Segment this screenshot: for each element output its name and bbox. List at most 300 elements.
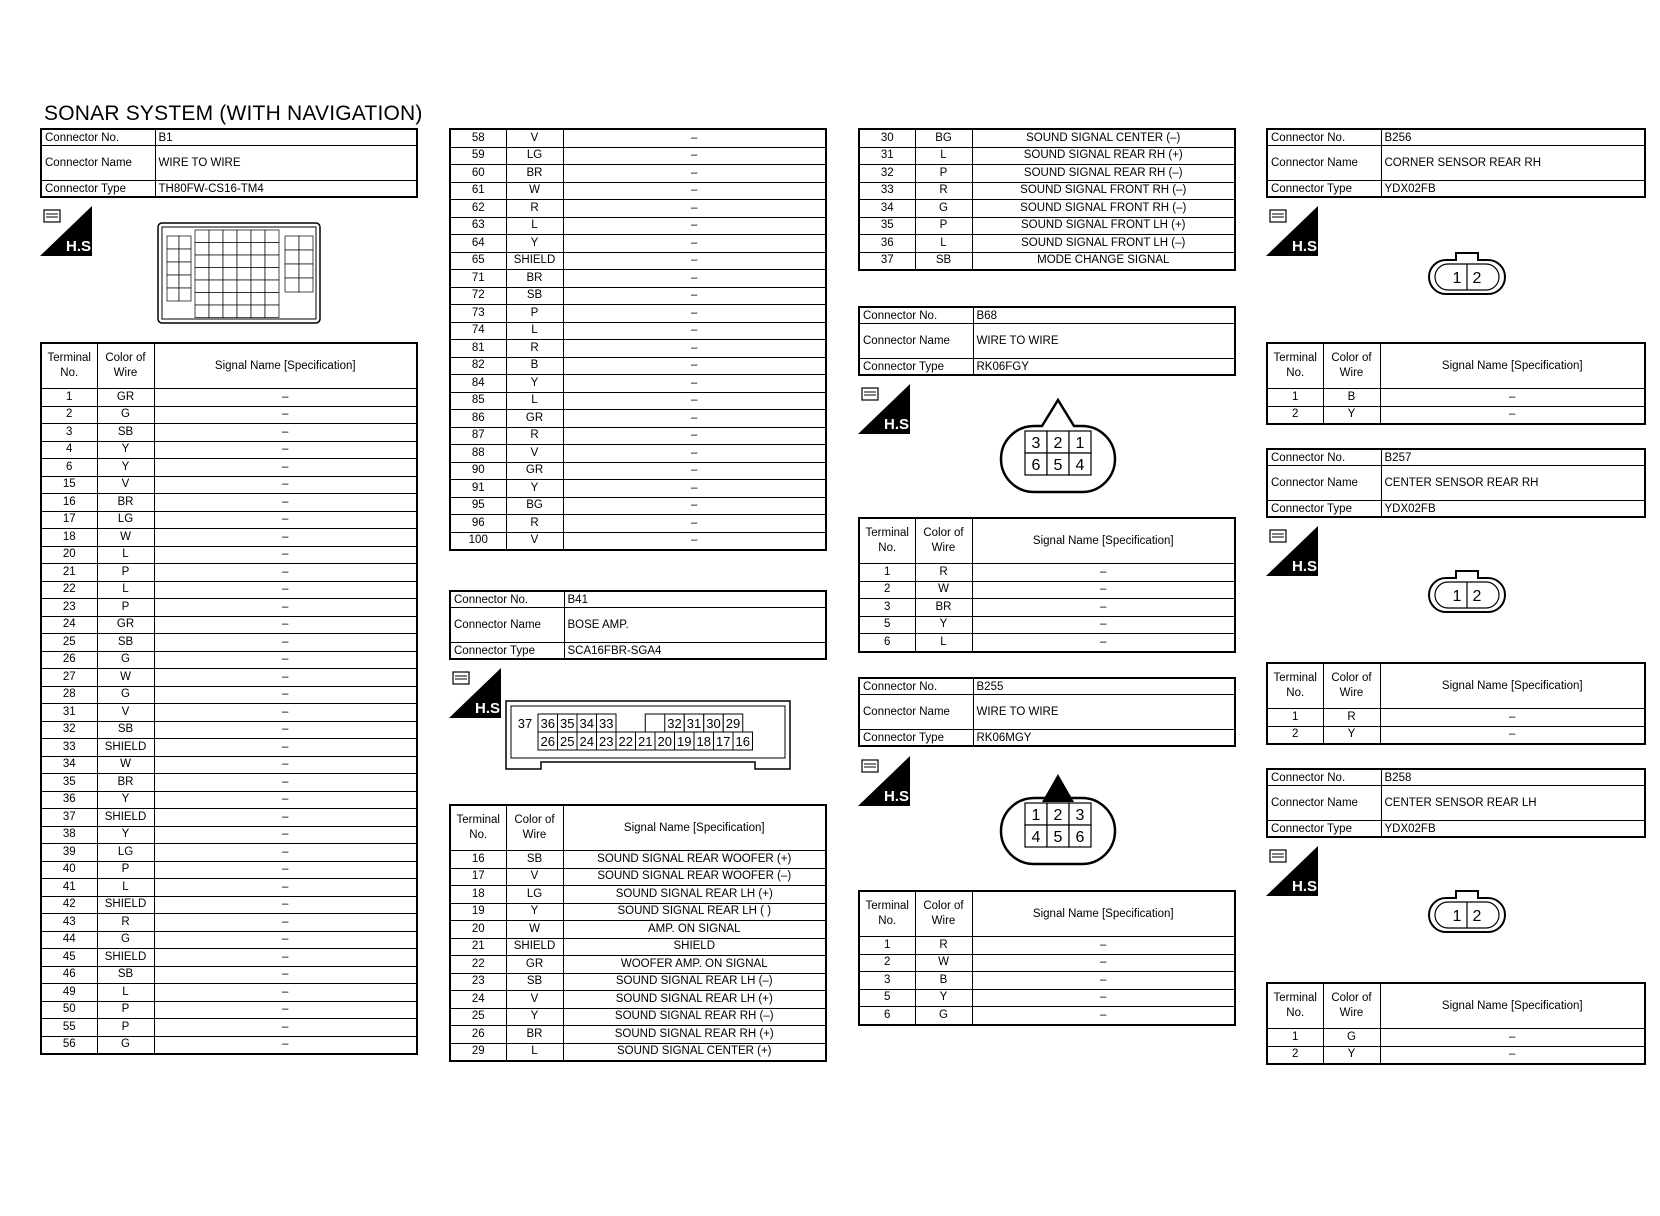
signal-name-cell: SOUND SIGNAL REAR RH (+)	[972, 147, 1235, 165]
pin-cell	[179, 249, 191, 262]
pin-cell	[167, 249, 179, 262]
terminal-no-cell: 74	[450, 322, 506, 340]
connector-type-value: YDX02FB	[1381, 501, 1645, 518]
terminal-no-cell: 95	[450, 497, 506, 515]
svg-text:H.S.: H.S.	[1292, 878, 1322, 895]
wire-color-cell: SB	[97, 721, 154, 739]
pin-cell	[265, 293, 279, 306]
wire-color-cell: L	[97, 546, 154, 564]
wire-color-cell: V	[97, 704, 154, 722]
signal-name-cell: –	[1380, 726, 1645, 744]
header-signal-name: Signal Name [Specification]	[1380, 663, 1645, 709]
connector-name-value: WIRE TO WIRE	[155, 146, 417, 181]
table-row	[859, 147, 1235, 165]
table-row	[450, 340, 826, 358]
terminal-no-cell: 3	[859, 972, 915, 990]
table-row	[450, 903, 826, 921]
wire-color-cell: Y	[1323, 1046, 1380, 1064]
terminal-table-b41-cont	[858, 128, 1236, 271]
label-connector-type: Connector Type	[41, 181, 155, 198]
signal-name-cell: –	[154, 774, 417, 792]
table-row	[41, 861, 417, 879]
wire-color-cell: V	[506, 868, 563, 886]
signal-name-cell: –	[154, 389, 417, 407]
signal-name-cell: –	[154, 406, 417, 424]
pin-cell	[167, 262, 179, 275]
connector-no-value: B68	[973, 307, 1235, 324]
wire-color-cell: Y	[915, 616, 972, 634]
signal-name-cell: SHIELD	[563, 938, 826, 956]
signal-name-cell: –	[1380, 709, 1645, 727]
pin-cell	[209, 255, 223, 268]
wire-color-cell: V	[506, 445, 563, 463]
signal-name-cell: –	[154, 476, 417, 494]
pin-cell	[285, 250, 299, 264]
table-row	[41, 459, 417, 477]
table-row	[41, 809, 417, 827]
table-row	[450, 532, 826, 550]
table-row	[41, 599, 417, 617]
table-row	[1267, 726, 1645, 744]
signal-name-cell: –	[563, 165, 826, 183]
svg-text:1: 1	[1452, 908, 1462, 925]
wire-color-cell: G	[97, 651, 154, 669]
terminal-no-cell: 2	[1267, 726, 1323, 744]
wire-color-cell: B	[915, 972, 972, 990]
pin-label: 6	[1075, 829, 1085, 846]
pin-cell	[299, 278, 313, 292]
terminal-no-cell: 42	[41, 896, 97, 914]
terminal-no-cell: 4	[41, 441, 97, 459]
signal-name-cell: –	[154, 1001, 417, 1019]
signal-name-cell: –	[154, 949, 417, 967]
label-connector-name: Connector Name	[450, 608, 564, 643]
pin-cell	[265, 268, 279, 281]
terminal-no-cell: 45	[41, 949, 97, 967]
signal-name-cell: –	[563, 392, 826, 410]
wire-color-cell: Y	[506, 480, 563, 498]
header-signal-name: Signal Name [Specification]	[972, 518, 1235, 564]
terminal-no-cell: 25	[450, 1008, 506, 1026]
signal-name-cell: SOUND SIGNAL REAR LH (+)	[563, 886, 826, 904]
table-row	[41, 581, 417, 599]
wire-color-cell: R	[915, 182, 972, 200]
terminal-no-cell: 50	[41, 1001, 97, 1019]
pin-cell	[237, 293, 251, 306]
terminal-no-cell: 15	[41, 476, 97, 494]
wire-color-cell: R	[1323, 709, 1380, 727]
connector-face-b41	[505, 700, 791, 775]
terminal-no-cell: 40	[41, 861, 97, 879]
signal-name-cell: SOUND SIGNAL FRONT RH (–)	[972, 200, 1235, 218]
harness-side-icon	[449, 668, 505, 718]
header-terminal-no: Terminal No.	[859, 891, 915, 937]
connector-no-value: B41	[564, 591, 826, 608]
signal-name-cell: –	[972, 599, 1235, 617]
signal-name-cell: –	[972, 634, 1235, 652]
wire-color-cell: L	[506, 392, 563, 410]
connector-face-b258	[1430, 888, 1504, 941]
harness-side-icon	[1266, 526, 1322, 576]
table-row	[41, 494, 417, 512]
signal-name-cell: –	[154, 704, 417, 722]
wire-color-cell: Y	[506, 903, 563, 921]
table-row	[859, 634, 1235, 652]
table-row	[450, 200, 826, 218]
wire-color-cell: BG	[506, 497, 563, 515]
table-row	[450, 305, 826, 323]
wire-color-cell: L	[97, 879, 154, 897]
table-row	[450, 375, 826, 393]
pin-cell	[223, 255, 237, 268]
table-row	[450, 427, 826, 445]
table-row	[41, 686, 417, 704]
signal-name-cell: –	[563, 322, 826, 340]
label-connector-no: Connector No.	[859, 307, 973, 324]
signal-name-cell: –	[154, 966, 417, 984]
header-color-of-wire: Color of Wire	[1323, 983, 1380, 1029]
connector-face-b255	[1006, 770, 1110, 871]
table-row	[859, 182, 1235, 200]
signal-name-cell: –	[154, 844, 417, 862]
harness-side-icon	[1266, 846, 1322, 896]
terminal-no-cell: 55	[41, 1019, 97, 1037]
wire-color-cell: R	[97, 914, 154, 932]
table-row	[450, 410, 826, 428]
terminal-no-cell: 2	[859, 954, 915, 972]
header-terminal-no: Terminal No.	[1267, 983, 1323, 1029]
signal-name-cell: –	[563, 217, 826, 235]
signal-name-cell: –	[154, 651, 417, 669]
table-row	[450, 515, 826, 533]
pin-label: 2	[1053, 435, 1063, 452]
wire-color-cell: L	[915, 147, 972, 165]
label-connector-type: Connector Type	[859, 730, 973, 747]
pin-cell	[251, 305, 265, 318]
pin-cell	[209, 305, 223, 318]
terminal-no-cell: 49	[41, 984, 97, 1002]
table-row	[450, 1008, 826, 1026]
terminal-no-cell: 34	[859, 200, 915, 218]
terminal-no-cell: 20	[41, 546, 97, 564]
signal-name-cell: SOUND SIGNAL CENTER (+)	[563, 1043, 826, 1061]
table-row	[41, 669, 417, 687]
table-row	[450, 147, 826, 165]
signal-name-cell: –	[1380, 1029, 1645, 1047]
wire-color-cell: L	[506, 322, 563, 340]
terminal-no-cell: 18	[41, 529, 97, 547]
pin-label: 36	[540, 716, 555, 731]
label-connector-type: Connector Type	[1267, 181, 1381, 198]
table-row	[41, 774, 417, 792]
signal-name-cell: –	[154, 441, 417, 459]
signal-name-cell: –	[563, 462, 826, 480]
header-signal-name: Signal Name [Specification]	[1380, 343, 1645, 389]
connector-no-value: B255	[973, 678, 1235, 695]
pin-cell	[237, 255, 251, 268]
terminal-no-cell: 22	[450, 956, 506, 974]
pin-label: 18	[696, 734, 711, 749]
connector-name-value: CENTER SENSOR REAR LH	[1381, 786, 1645, 821]
terminal-no-cell: 60	[450, 165, 506, 183]
pin-label: 4	[1075, 457, 1085, 474]
label-connector-name: Connector Name	[1267, 786, 1381, 821]
pin-cell	[209, 268, 223, 281]
signal-name-cell: –	[972, 581, 1235, 599]
table-row	[450, 921, 826, 939]
terminal-no-cell: 86	[450, 410, 506, 428]
signal-name-cell: –	[563, 445, 826, 463]
table-row	[1267, 1029, 1645, 1047]
wire-color-cell: G	[97, 1036, 154, 1054]
signal-name-cell: –	[563, 147, 826, 165]
table-row	[859, 937, 1235, 955]
terminal-no-cell: 17	[450, 868, 506, 886]
wire-color-cell: V	[506, 532, 563, 550]
signal-name-cell: SOUND SIGNAL FRONT LH (+)	[972, 217, 1235, 235]
pin-label: 37	[517, 716, 533, 731]
terminal-table-b68	[858, 517, 1236, 653]
terminal-no-cell: 1	[859, 564, 915, 582]
table-row	[41, 914, 417, 932]
table-row	[859, 972, 1235, 990]
signal-name-cell: SOUND SIGNAL REAR LH ( )	[563, 903, 826, 921]
pin-label: 26	[540, 734, 555, 749]
table-row	[450, 480, 826, 498]
terminal-no-cell: 36	[41, 791, 97, 809]
signal-name-cell: –	[972, 564, 1235, 582]
header-signal-name: Signal Name [Specification]	[563, 805, 826, 851]
table-row	[41, 931, 417, 949]
signal-name-cell: –	[154, 914, 417, 932]
terminal-no-cell: 18	[450, 886, 506, 904]
signal-name-cell: –	[563, 287, 826, 305]
label-connector-no: Connector No.	[450, 591, 564, 608]
wire-color-cell: Y	[915, 989, 972, 1007]
wire-color-cell: GR	[97, 616, 154, 634]
signal-name-cell: SOUND SIGNAL REAR RH (+)	[563, 1026, 826, 1044]
pin-cell	[179, 275, 191, 288]
table-row	[41, 476, 417, 494]
wire-color-cell: V	[97, 476, 154, 494]
table-row	[450, 270, 826, 288]
wire-color-cell: L	[506, 1043, 563, 1061]
terminal-no-cell: 21	[450, 938, 506, 956]
terminal-no-cell: 87	[450, 427, 506, 445]
signal-name-cell: SOUND SIGNAL FRONT LH (–)	[972, 235, 1235, 253]
terminal-no-cell: 2	[1267, 1046, 1323, 1064]
terminal-no-cell: 29	[450, 1043, 506, 1061]
wire-color-cell: Y	[97, 459, 154, 477]
table-row	[41, 984, 417, 1002]
label-connector-type: Connector Type	[1267, 501, 1381, 518]
wire-color-cell: R	[915, 937, 972, 955]
pin-label: 1	[1031, 807, 1041, 824]
signal-name-cell: –	[972, 616, 1235, 634]
connector-name-value: CENTER SENSOR REAR RH	[1381, 466, 1645, 501]
pin-cell	[251, 293, 265, 306]
wire-color-cell: P	[915, 217, 972, 235]
pin-cell	[167, 288, 179, 301]
pin-label: 3	[1031, 435, 1041, 452]
connector-info-b257	[1266, 448, 1646, 518]
signal-name-cell: –	[563, 235, 826, 253]
wire-color-cell: W	[506, 921, 563, 939]
terminal-table-b255	[858, 890, 1236, 1026]
pin-cell	[167, 275, 179, 288]
label-connector-type: Connector Type	[1267, 821, 1381, 838]
wire-color-cell: SHIELD	[97, 739, 154, 757]
pin-cell	[237, 230, 251, 243]
signal-name-cell: –	[563, 375, 826, 393]
pin-cell	[265, 230, 279, 243]
pin-label: 5	[1053, 457, 1063, 474]
wire-color-cell: W	[506, 182, 563, 200]
pin-cell	[237, 305, 251, 318]
signal-name-cell: –	[972, 989, 1235, 1007]
terminal-no-cell: 24	[41, 616, 97, 634]
pin-cell	[195, 280, 209, 293]
terminal-no-cell: 1	[1267, 709, 1323, 727]
wire-color-cell: SHIELD	[97, 949, 154, 967]
harness-side-icon	[858, 384, 914, 434]
signal-name-cell: WOOFER AMP. ON SIGNAL	[563, 956, 826, 974]
terminal-no-cell: 26	[450, 1026, 506, 1044]
label-connector-no: Connector No.	[1267, 129, 1381, 146]
table-row	[859, 564, 1235, 582]
terminal-no-cell: 100	[450, 532, 506, 550]
signal-name-cell: –	[972, 937, 1235, 955]
pin-cell	[209, 230, 223, 243]
table-row	[859, 599, 1235, 617]
header-color-of-wire: Color of Wire	[915, 891, 972, 937]
wire-color-cell: R	[506, 515, 563, 533]
terminal-table-b41	[449, 804, 827, 1062]
terminal-no-cell: 31	[859, 147, 915, 165]
table-row	[450, 868, 826, 886]
connector-name-value: BOSE AMP.	[564, 608, 826, 643]
table-row	[450, 235, 826, 253]
table-row	[450, 322, 826, 340]
table-row	[41, 389, 417, 407]
terminal-no-cell: 56	[41, 1036, 97, 1054]
label-connector-name: Connector Name	[859, 324, 973, 359]
signal-name-cell: –	[154, 1019, 417, 1037]
table-row	[41, 441, 417, 459]
signal-name-cell: SOUND SIGNAL REAR RH (–)	[563, 1008, 826, 1026]
pin-cell	[237, 243, 251, 256]
terminal-no-cell: 84	[450, 375, 506, 393]
signal-name-cell: –	[154, 896, 417, 914]
signal-name-cell: –	[154, 739, 417, 757]
signal-name-cell: SOUND SIGNAL REAR LH (–)	[563, 973, 826, 991]
wire-color-cell: LG	[97, 844, 154, 862]
svg-text:2: 2	[1472, 270, 1482, 287]
pin-cell	[285, 278, 299, 292]
table-row	[1267, 406, 1645, 424]
connector-face-b1	[157, 222, 321, 329]
terminal-no-cell: 5	[859, 616, 915, 634]
connector-name-value: WIRE TO WIRE	[973, 695, 1235, 730]
terminal-no-cell: 82	[450, 357, 506, 375]
connector-type-value: RK06FGY	[973, 359, 1235, 376]
wire-color-cell: LG	[506, 147, 563, 165]
wire-color-cell: SHIELD	[97, 809, 154, 827]
wire-color-cell: Y	[506, 235, 563, 253]
terminal-no-cell: 35	[859, 217, 915, 235]
signal-name-cell: AMP. ON SIGNAL	[563, 921, 826, 939]
table-row	[859, 989, 1235, 1007]
terminal-no-cell: 58	[450, 129, 506, 147]
wire-color-cell: BR	[97, 494, 154, 512]
pin-label: 3	[1075, 807, 1085, 824]
signal-name-cell: –	[154, 931, 417, 949]
signal-name-cell: –	[154, 529, 417, 547]
label-connector-no: Connector No.	[41, 129, 155, 146]
terminal-no-cell: 59	[450, 147, 506, 165]
wire-color-cell: SB	[506, 287, 563, 305]
svg-text:1: 1	[1452, 588, 1462, 605]
terminal-no-cell: 71	[450, 270, 506, 288]
terminal-no-cell: 28	[41, 686, 97, 704]
terminal-no-cell: 31	[41, 704, 97, 722]
table-row	[41, 564, 417, 582]
wire-color-cell: V	[506, 129, 563, 147]
header-terminal-no: Terminal No.	[1267, 343, 1323, 389]
table-row	[450, 217, 826, 235]
signal-name-cell: –	[563, 532, 826, 550]
terminal-table-b256	[1266, 342, 1646, 425]
table-row	[859, 165, 1235, 183]
pin-cell	[265, 255, 279, 268]
pin-cell	[223, 293, 237, 306]
wire-color-cell: W	[97, 669, 154, 687]
connector-info-b256	[1266, 128, 1646, 198]
wire-color-cell: G	[1323, 1029, 1380, 1047]
pin-label: 23	[599, 734, 614, 749]
svg-text:1: 1	[1452, 270, 1462, 287]
table-row	[450, 445, 826, 463]
svg-text:H.S.: H.S.	[1292, 238, 1322, 255]
svg-text:H.S.: H.S.	[475, 700, 505, 717]
terminal-no-cell: 2	[41, 406, 97, 424]
wire-color-cell: GR	[506, 956, 563, 974]
pin-label: 32	[667, 716, 682, 731]
pin-label: 33	[599, 716, 614, 731]
pin-label: 29	[725, 716, 741, 731]
table-row	[859, 616, 1235, 634]
table-row	[41, 529, 417, 547]
wire-color-cell: Y	[506, 375, 563, 393]
terminal-no-cell: 72	[450, 287, 506, 305]
pin-cell	[251, 255, 265, 268]
table-row	[1267, 709, 1645, 727]
pin-cell	[223, 268, 237, 281]
wire-color-cell: LG	[97, 511, 154, 529]
label-connector-type: Connector Type	[450, 643, 564, 660]
terminal-no-cell: 27	[41, 669, 97, 687]
terminal-no-cell: 35	[41, 774, 97, 792]
pin-label: 34	[579, 716, 594, 731]
table-row	[1267, 1046, 1645, 1064]
wire-color-cell: Y	[97, 441, 154, 459]
wire-color-cell: R	[506, 340, 563, 358]
signal-name-cell: SOUND SIGNAL FRONT RH (–)	[972, 182, 1235, 200]
svg-text:H.S.: H.S.	[66, 238, 96, 255]
label-connector-no: Connector No.	[1267, 449, 1381, 466]
signal-name-cell: –	[154, 826, 417, 844]
terminal-no-cell: 36	[859, 235, 915, 253]
